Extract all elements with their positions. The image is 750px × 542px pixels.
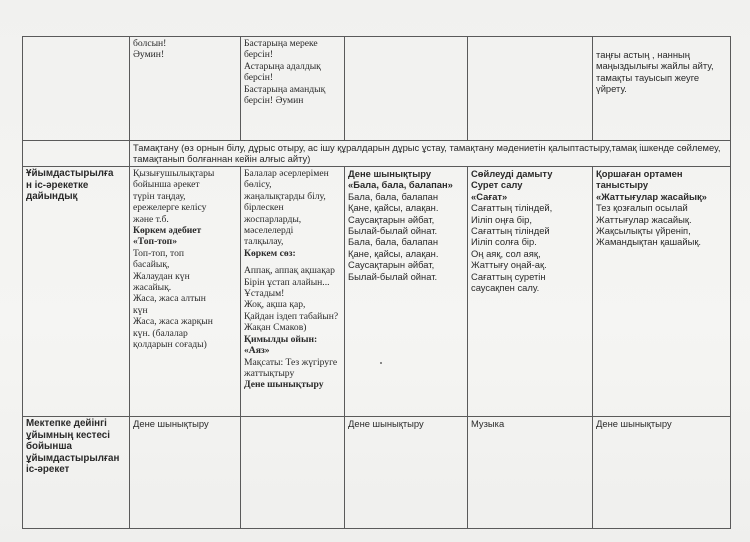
row2-col1 [23,141,130,167]
row1-col5 [468,37,593,141]
row1-col2: болсын! Әумин! [130,37,241,141]
row3-col3: Балалар әсерлерімен бөлісу, жаңалықтарды білу, бірлескен жоспарларды, мәселелерді талқылау, Көркем сөз: Аппақ, аппақ ақшақар Бірін ұстап алайын... Ұстадым! Жоқ, ақша қар, Қайдан іздеп табайын? Жақан Смаков) Қимылды ойын: «Аяз» Мақсаты: Тез жүгіруге жаттықтыру Дене шынықтыру [241,167,345,417]
row1-col1 [23,37,130,141]
row3-col2: Қызығушылықтары бойынша әрекет түрін таңдау, ережелерге келісу және т.б. Көркем әдебиет «Топ-топ» Топ-топ, топ басайық, Жалаудан күн жасайық. Жаса, жаса алтын күн Жаса, жаса жарқын күн. (балалар қолдарын соғады) [130,167,241,417]
row3-header: Ұйымдастырылға н іс-әрекетке дайындық [23,167,130,417]
row3-col6: Қоршаған ортамен таныстыру «Жаттығулар жасайық» Тез қозғалып осылай Жаттығулар жасайық. Жақсылықты үйреніп, Жамандықтан қашайық. [593,167,731,417]
row4-col5: Музыка [468,417,593,529]
schedule-table [22,36,731,529]
row4-col4: Дене шынықтыру [345,417,468,529]
row1-col4 [345,37,468,141]
row3-col5: Сөйлеуді дамыту Сурет салу «Сағат» Сағаттың тіліндей, Иіліп оңға бір, Сағаттың тіліндей Иіліп солға бір. Оң аяқ, сол аяқ, Жаттығу оңай-ақ. Сағаттың суретін саусақпен салу. [468,167,593,417]
meal-note: Тамақтану (өз орнын білу, дұрыс отыру, ас ішу құралдарын дұрыс ұстау, тамақтану мәдениетін қалыптастыру,тамақ ішкенде сөйлемеу, тамақтанып болғаннан кейін алғыс айту) [130,141,731,167]
row3-col4: Дене шынықтыру «Бала, бала, балапан» Бала, бала, балапан Қане, қайсы, алақан. Саусақтарын әйбат, Былай-былай ойнат. Бала, бала, балапан Қане, қайсы, алақан. Саусақтарын әйбат, Былай-былай ойнат. [345,167,468,417]
table-row [23,417,731,529]
table-row [23,141,731,167]
row1-col3: Бастарыңа мереке берсін! Астарыңа адалдық берсін! Бастарыңа амандық берсін! Әумин [241,37,345,141]
scan-speck [380,362,382,364]
row4-col6: Дене шынықтыру [593,417,731,529]
row4-header: Мектепке дейінгі ұйымның кестесі бойынша ұйымдастырылған іс-әрекет [23,417,130,529]
row4-col3 [241,417,345,529]
table-row [23,37,731,141]
row4-col2: Дене шынықтыру [130,417,241,529]
table-row [23,167,731,417]
row1-col6: таңғы астың , нанның маңыздылығы жайлы айту, тамақты тауысып жеуге үйрету. [593,37,731,141]
